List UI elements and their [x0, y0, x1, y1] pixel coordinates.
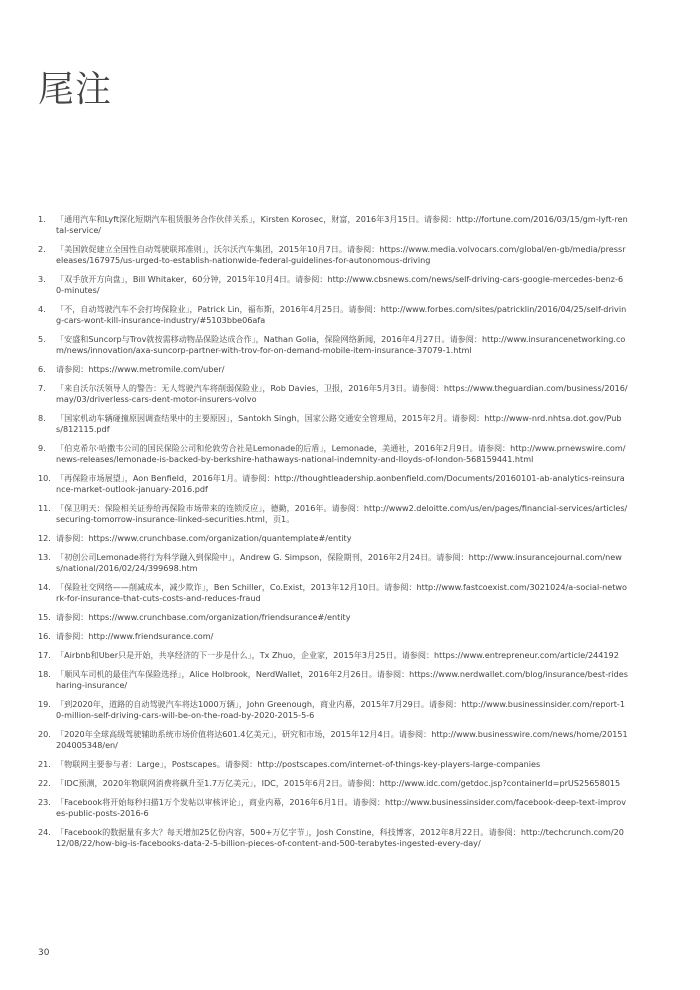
endnote-number: 5. [38, 334, 46, 344]
endnote-text: 「安盛和Suncorp与Trov就按需移动物品保险达成合作」，Nathan Golia，保险网络新闻，2016年4月27日。请参阅：http://www.insurancenetworking.com/news/innovation/axa-suncorp-partner-with-trov-for-on-demand-mobile-item-insurance-37079-1.html [56, 334, 626, 355]
endnote-item [38, 631, 628, 642]
endnote-text: 请参阅：https://www.crunchbase.com/organization/quantemplate#/entity [56, 533, 352, 543]
endnote-text: 「IDC预测，2020年物联网消费将飙升至1.7万亿美元」，IDC，2015年6月2日。请参阅：http://www.idc.com/getdoc.jsp?containerId=prUS25658015 [56, 778, 621, 788]
endnote-item [38, 778, 628, 789]
endnote-number: 16. [38, 631, 51, 641]
endnote-item [38, 612, 628, 623]
endnote-item [38, 244, 628, 266]
endnote-item [38, 650, 628, 661]
endnote-item [38, 473, 628, 495]
endnote-item [38, 797, 628, 819]
endnote-number: 23. [38, 797, 51, 807]
endnote-item [38, 552, 628, 574]
endnote-number: 4. [38, 304, 46, 314]
endnote-number: 12. [38, 533, 51, 543]
endnote-item [38, 827, 628, 849]
endnote-number: 20. [38, 729, 51, 739]
endnote-text: 「顺风车司机的最佳汽车保险选择」，Alice Holbrook，NerdWallet，2016年2月26日。请参阅：https://www.nerdwallet.com/blog/insurance/best-ridesharing-insurance/ [56, 669, 628, 690]
endnote-text: 「保险社交网络——削减成本，减少欺诈」，Ben Schiller，Co.Exist，2013年12月10日。请参阅：http://www.fastcoexist.com/3021024/a-social-network-for-insurance-that-cuts-costs-and-reduces-fraud [56, 582, 627, 603]
endnote-text: 「美国敦促建立全国性自动驾驶联邦准则」，沃尔沃汽车集团，2015年10月7日。请参阅：https://www.media.volvocars.com/global/en-gb/media/pressreleases/167975/us-urged-to-establish-nationwide-federal-guidelines-for-autonomous-driving [56, 244, 626, 265]
endnote-text: 「2020年全球高级驾驶辅助系统市场价值将达601.4亿美元」，研究和市场，2015年12月4日。请参阅：http://www.businesswire.com/news/home/20151204005348/en/ [56, 729, 628, 750]
endnote-number: 19. [38, 699, 51, 709]
endnote-item [38, 214, 628, 236]
endnote-number: 1. [38, 214, 46, 224]
endnote-text: 请参阅：https://www.metromile.com/uber/ [56, 364, 225, 374]
endnote-number: 15. [38, 612, 51, 622]
endnote-text: 「Facebook的数据量有多大？每天增加25亿份内容，500+万亿字节」，Josh Constine，科技博客，2012年8月22日。请参阅：http://techcrunch.com/2012/08/22/how-big-is-facebooks-data-2-5-billion-pieces-of-content-and-500-terabytes-ingested-every-day/ [56, 827, 624, 848]
endnote-item [38, 503, 628, 525]
endnotes-list [38, 214, 628, 849]
endnote-number: 14. [38, 582, 51, 592]
endnote-item [38, 729, 628, 751]
endnote-text: 「伯克希尔·哈撒韦公司的国民保险公司和伦敦劳合社是Lemonade的后盾」，Lemonade，美通社，2016年2月9日。请参阅：http://www.prnewswire.com/news-releases/lemonade-is-backed-by-berkshire-hathaways-national-indemnity-and-lloyds-of-london-568159441.html [56, 443, 626, 464]
endnote-number: 10. [38, 473, 51, 483]
endnote-text: 「不，自动驾驶汽车不会打垮保险业」，Patrick Lin，福布斯，2016年4月25日。请参阅：http://www.forbes.com/sites/patricklin/2016/04/25/self-driving-cars-wont-kill-insurance-industry/#5103bbe06afa [56, 304, 627, 325]
endnote-number: 13. [38, 552, 51, 562]
endnote-text: 「双手放开方向盘」，Bill Whitaker，60分钟，2015年10月4日。请参阅：http://www.cbsnews.com/news/self-driving-cars-google-mercedes-benz-60-minutes/ [56, 274, 624, 295]
endnote-number: 24. [38, 827, 51, 837]
endnote-number: 21. [38, 759, 51, 769]
endnote-text: 「Airbnb和Uber只是开始，共享经济的下一步是什么」，Tx Zhuo，企业家，2015年3月25日。请参阅：https://www.entrepreneur.com/article/244192 [56, 650, 619, 660]
endnote-item [38, 304, 628, 326]
endnote-text: 「Facebook将开始每秒扫描1万个发帖以审核评论」，商业内幕，2016年6月1日。请参阅：http://www.businessinsider.com/facebook-deep-text-improves-public-posts-2016-6 [56, 797, 627, 818]
endnote-number: 22. [38, 778, 51, 788]
endnote-item [38, 699, 628, 721]
endnote-text: 「来自沃尔沃领导人的警告：无人驾驶汽车将削弱保险业」，Rob Davies，卫报，2016年5月3日。请参阅：https://www.theguardian.com/business/2016/may/03/driverless-cars-dent-motor-insurers-volvo [56, 383, 628, 404]
endnote-text: 「通用汽车和Lyft深化短期汽车租赁服务合作伙伴关系」，Kirsten Korosec，财富，2016年3月15日。请参阅：http://fortune.com/2016/03/15/gm-lyft-rental-service/ [56, 214, 628, 235]
endnote-item [38, 274, 628, 296]
endnote-number: 18. [38, 669, 51, 679]
endnote-text: 「物联网主要参与者：Large」，Postscapes。请参阅：http://postscapes.com/internet-of-things-key-players-large-companies [56, 759, 541, 769]
endnote-item [38, 413, 628, 435]
endnote-item [38, 364, 628, 375]
endnote-text: 「国家机动车辆碰撞原因调查结果中的主要原因」，Santokh Singh，国家公路交通安全管理局，2015年2月。请参阅：http://www-nrd.nhtsa.dot.gov/Pubs/812115.pdf [56, 413, 622, 434]
endnote-number: 2. [38, 244, 46, 254]
endnote-item [38, 759, 628, 770]
endnote-number: 11. [38, 503, 51, 513]
endnote-number: 8. [38, 413, 46, 423]
endnote-item [38, 533, 628, 544]
endnote-number: 6. [38, 364, 46, 374]
endnote-text: 「到2020年，道路的自动驾驶汽车将达1000万辆」，John Greenough，商业内幕，2015年7月29日。请参阅：http://www.businessinsider.com/report-10-million-self-driving-cars-will-be-on-the-road-by-2020-2015-5-6 [56, 699, 625, 720]
endnote-number: 17. [38, 650, 51, 660]
endnote-text: 「保卫明天：保险相关证券给再保险市场带来的连锁反应」，德勤，2016年。请参阅：http://www2.deloitte.com/us/en/pages/financial-services/articles/securing-tomorrow-insurance-linked-securities.html，页1。 [56, 503, 628, 524]
endnote-text: 请参阅：https://www.crunchbase.com/organization/friendsurance#/entity [56, 612, 351, 622]
endnote-item [38, 334, 628, 356]
endnote-item [38, 582, 628, 604]
page-title: 尾注 [38, 69, 113, 110]
endnote-item [38, 383, 628, 405]
endnote-number: 9. [38, 443, 46, 453]
endnote-text: 请参阅：http://www.friendsurance.com/ [56, 631, 214, 641]
page-number: 30 [38, 948, 50, 958]
endnote-text: 「初创公司Lemonade将行为科学融入到保险中」，Andrew G. Simpson，保险期刊，2016年2月24日。请参阅：http://www.insurancejournal.com/news/national/2016/02/24/399698.htm [56, 552, 622, 573]
endnote-item [38, 669, 628, 691]
endnote-number: 3. [38, 274, 46, 284]
endnote-number: 7. [38, 383, 46, 393]
endnote-text: 「再保险市场展望」，Aon Benfield，2016年1月。请参阅：http://thoughtleadership.aonbenfield.com/Documents/20160101-ab-analytics-reinsurance-market-outlook-january-2016.pdf [56, 473, 625, 494]
endnote-item [38, 443, 628, 465]
